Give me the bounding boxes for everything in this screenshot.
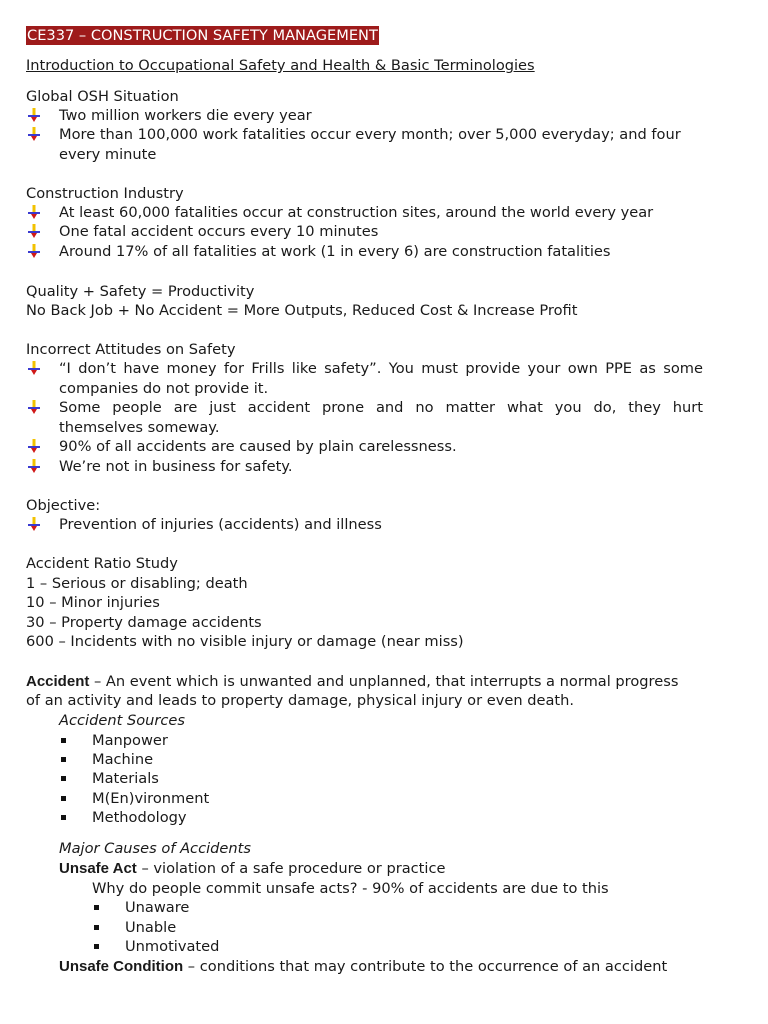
ratio-row: 10 – Minor injuries: [26, 594, 160, 611]
section-heading-construction: Construction Industry: [26, 185, 184, 202]
ratio-row: 30 – Property damage accidents: [26, 614, 262, 631]
square-bullet-icon: [94, 905, 99, 910]
square-bullet-icon: [61, 776, 66, 781]
section-heading-attitudes: Incorrect Attitudes on Safety: [26, 341, 236, 358]
arrow-bullet-icon: [28, 108, 40, 122]
list-item: At least 60,000 fatalities occur at construction sites, around the world every year: [59, 204, 654, 221]
unsafe-act-text: – violation of a safe procedure or practice: [136, 860, 446, 877]
arrow-bullet-icon: [28, 244, 40, 258]
list-item: Around 17% of all fatalities at work (1 in every 6) are construction fatalities: [59, 243, 611, 260]
accident-sources-heading: Accident Sources: [59, 712, 185, 729]
accident-term: Accident: [26, 673, 90, 690]
list-item: We’re not in business for safety.: [59, 458, 293, 475]
arrow-bullet-icon: [28, 361, 40, 375]
square-bullet-icon: [61, 757, 66, 762]
square-bullet-icon: [61, 796, 66, 801]
major-causes-heading: Major Causes of Accidents: [59, 840, 251, 857]
source-item: M(En)vironment: [92, 790, 210, 807]
source-item: Materials: [92, 770, 159, 787]
document-title: CE337 – CONSTRUCTION SAFETY MANAGEMENT: [27, 27, 378, 44]
list-item-continuation: themselves someway.: [59, 419, 220, 436]
unsafe-condition-text: – conditions that may contribute to the occurrence of an accident: [183, 958, 668, 975]
source-item: Methodology: [92, 809, 187, 826]
arrow-bullet-icon: [28, 205, 40, 219]
source-item: Machine: [92, 751, 154, 768]
accident-definition-continuation: of an activity and leads to property damage, physical injury or even death.: [26, 692, 575, 709]
unsafe-act-term: Unsafe Act: [59, 860, 137, 877]
list-item: “I don’t have money for Frills like safety”. You must provide your own PPE as some: [59, 360, 703, 377]
list-item-continuation: every minute: [59, 146, 157, 163]
square-bullet-icon: [94, 944, 99, 949]
arrow-bullet-icon: [28, 400, 40, 414]
arrow-bullet-icon: [28, 224, 40, 238]
list-item: 90% of all accidents are caused by plain carelessness.: [59, 438, 457, 455]
document-subtitle: Introduction to Occupational Safety and Health & Basic Terminologies: [26, 57, 535, 74]
section-heading-global-osh: Global OSH Situation: [26, 88, 179, 105]
ratio-row: 600 – Incidents with no visible injury or damage (near miss): [26, 633, 464, 650]
square-bullet-icon: [61, 738, 66, 743]
reason-item: Unaware: [125, 899, 190, 916]
ratio-row: 1 – Serious or disabling; death: [26, 575, 248, 592]
arrow-bullet-icon: [28, 459, 40, 473]
unsafe-act-question: Why do people commit unsafe acts? - 90% of accidents are due to this: [92, 880, 609, 897]
reason-item: Unmotivated: [125, 938, 220, 955]
quality-formula: Quality + Safety = Productivity: [26, 283, 255, 300]
list-item: Some people are just accident prone and no matter what you do, they hurt: [59, 399, 703, 416]
unsafe-condition-term: Unsafe Condition: [59, 958, 184, 975]
no-back-job-formula: No Back Job + No Accident = More Outputs, Reduced Cost & Increase Profit: [26, 302, 578, 319]
list-item: One fatal accident occurs every 10 minutes: [59, 223, 379, 240]
section-heading-ratio: Accident Ratio Study: [26, 555, 178, 572]
arrow-bullet-icon: [28, 127, 40, 141]
square-bullet-icon: [94, 925, 99, 930]
unsafe-act-definition: [59, 859, 445, 878]
arrow-bullet-icon: [28, 517, 40, 531]
accident-definition-text: – An event which is unwanted and unplanned, that interrupts a normal progress: [89, 673, 679, 690]
reason-item: Unable: [125, 919, 177, 936]
accident-definition: [26, 672, 678, 691]
square-bullet-icon: [61, 815, 66, 820]
list-item: Two million workers die every year: [59, 107, 312, 124]
list-item: More than 100,000 work fatalities occur every month; over 5,000 everyday; and four: [59, 126, 681, 143]
list-item-continuation: companies do not provide it.: [59, 380, 269, 397]
section-heading-objective: Objective:: [26, 497, 101, 514]
source-item: Manpower: [92, 732, 168, 749]
list-item: Prevention of injuries (accidents) and illness: [59, 516, 382, 533]
arrow-bullet-icon: [28, 439, 40, 453]
unsafe-condition-definition: [59, 957, 667, 976]
